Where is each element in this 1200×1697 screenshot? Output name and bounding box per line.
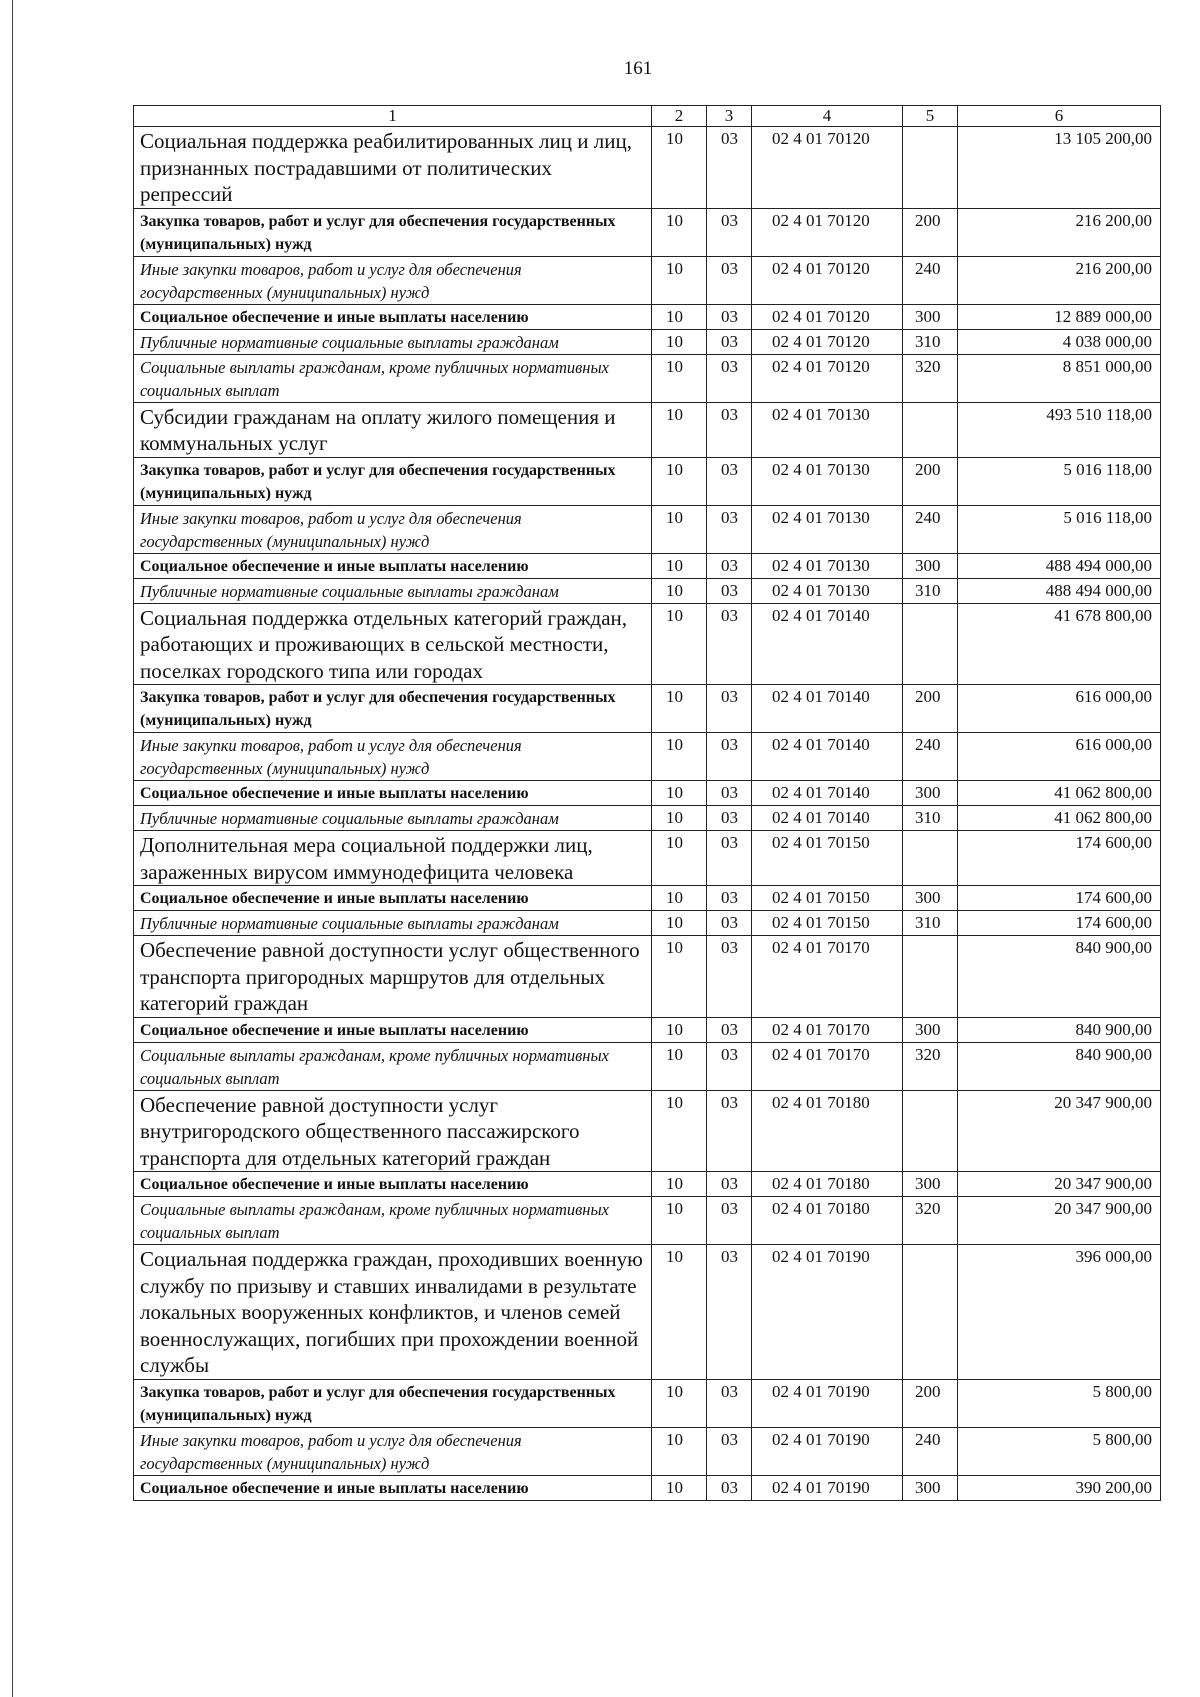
amount-cell: 20 347 900,00 [958,1197,1161,1245]
table-row [134,256,1161,304]
subsection-code-cell: 03 [707,1017,752,1042]
expense-type-cell: 300 [903,1017,958,1042]
amount-cell: 20 347 900,00 [958,1090,1161,1172]
amount-cell: 174 600,00 [958,911,1161,936]
subsection-code-cell: 03 [707,1427,752,1475]
target-article-cell: 02 4 01 70120 [752,304,903,329]
expense-type-cell [903,127,958,209]
amount-cell: 390 200,00 [958,1475,1161,1500]
row-name-cell: Социальные выплаты гражданам, кроме публичных нормативных социальных выплат [134,1042,652,1090]
target-article-cell: 02 4 01 70140 [752,806,903,831]
amount-cell: 840 900,00 [958,1017,1161,1042]
section-code-cell: 10 [652,1197,707,1245]
expense-type-cell [903,1090,958,1172]
table-row [134,1090,1161,1172]
amount-cell: 493 510 118,00 [958,402,1161,457]
expense-type-cell: 300 [903,1172,958,1197]
row-name-cell: Социальное обеспечение и иные выплаты населению [134,553,652,578]
section-code-cell: 10 [652,911,707,936]
target-article-cell: 02 4 01 70150 [752,886,903,911]
target-article-cell: 02 4 01 70170 [752,936,903,1018]
section-code-cell: 10 [652,127,707,209]
amount-cell: 20 347 900,00 [958,1172,1161,1197]
expense-type-cell [903,831,958,886]
table-row [134,457,1161,505]
amount-cell: 396 000,00 [958,1245,1161,1380]
expense-type-cell: 310 [903,578,958,603]
section-code-cell: 10 [652,553,707,578]
amount-cell: 616 000,00 [958,733,1161,781]
row-name-cell: Социальная поддержка отдельных категорий граждан, работающих и проживающих в сельской местности, поселках городского типа или городах [134,603,652,685]
amount-cell: 840 900,00 [958,936,1161,1018]
table-row [134,1042,1161,1090]
subsection-code-cell: 03 [707,936,752,1018]
target-article-cell: 02 4 01 70130 [752,578,903,603]
expense-type-cell: 240 [903,733,958,781]
expense-type-cell: 300 [903,304,958,329]
section-code-cell: 10 [652,457,707,505]
subsection-code-cell: 03 [707,578,752,603]
section-code-cell: 10 [652,329,707,354]
table-row [134,603,1161,685]
row-name-cell: Иные закупки товаров, работ и услуг для обеспечения государственных (муниципальных) нужд [134,733,652,781]
row-name-cell: Дополнительная мера социальной поддержки лиц, зараженных вирусом иммунодефицита человека [134,831,652,886]
row-name-cell: Публичные нормативные социальные выплаты гражданам [134,806,652,831]
expense-type-cell: 310 [903,806,958,831]
row-name-cell: Социальное обеспечение и иные выплаты населению [134,886,652,911]
target-article-cell: 02 4 01 70180 [752,1197,903,1245]
target-article-cell: 02 4 01 70140 [752,603,903,685]
section-code-cell: 10 [652,1245,707,1380]
subsection-code-cell: 03 [707,457,752,505]
table-row [134,1427,1161,1475]
expense-type-cell: 300 [903,553,958,578]
amount-cell: 5 800,00 [958,1427,1161,1475]
section-code-cell: 10 [652,1042,707,1090]
amount-cell: 13 105 200,00 [958,127,1161,209]
row-name-cell: Иные закупки товаров, работ и услуг для обеспечения государственных (муниципальных) нужд [134,256,652,304]
section-code-cell: 10 [652,1379,707,1427]
section-code-cell: 10 [652,781,707,806]
table-row [134,1245,1161,1380]
subsection-code-cell: 03 [707,806,752,831]
target-article-cell: 02 4 01 70130 [752,553,903,578]
section-code-cell: 10 [652,1017,707,1042]
expense-type-cell: 320 [903,354,958,402]
amount-cell: 488 494 000,00 [958,553,1161,578]
row-name-cell: Закупка товаров, работ и услуг для обеспечения государственных (муниципальных) нужд [134,685,652,733]
section-code-cell: 10 [652,886,707,911]
amount-cell: 41 678 800,00 [958,603,1161,685]
row-name-cell: Обеспечение равной доступности услуг внутригородского общественного пассажирского транспорта для отдельных категорий граждан [134,1090,652,1172]
amount-cell: 5 016 118,00 [958,505,1161,553]
table-row [134,127,1161,209]
row-name-cell: Закупка товаров, работ и услуг для обеспечения государственных (муниципальных) нужд [134,457,652,505]
table-row [134,831,1161,886]
section-code-cell: 10 [652,1475,707,1500]
subsection-code-cell: 03 [707,127,752,209]
row-name-cell: Социальное обеспечение и иные выплаты населению [134,304,652,329]
subsection-code-cell: 03 [707,256,752,304]
row-name-cell: Социальное обеспечение и иные выплаты населению [134,1172,652,1197]
section-code-cell: 10 [652,578,707,603]
table-row [134,505,1161,553]
table-row [134,911,1161,936]
row-name-cell: Социальная поддержка реабилитированных лиц и лиц, признанных пострадавшими от политических репрессий [134,127,652,209]
header-cell: 4 [752,106,903,127]
table-row [134,329,1161,354]
expense-type-cell: 200 [903,685,958,733]
expense-type-cell [903,1245,958,1380]
table-row [134,304,1161,329]
row-name-cell: Закупка товаров, работ и услуг для обеспечения государственных (муниципальных) нужд [134,1379,652,1427]
amount-cell: 12 889 000,00 [958,304,1161,329]
target-article-cell: 02 4 01 70140 [752,685,903,733]
target-article-cell: 02 4 01 70140 [752,781,903,806]
expense-type-cell: 300 [903,781,958,806]
amount-cell: 174 600,00 [958,831,1161,886]
expense-type-cell: 300 [903,886,958,911]
expense-type-cell [903,402,958,457]
subsection-code-cell: 03 [707,354,752,402]
table-row [134,1017,1161,1042]
row-name-cell: Обеспечение равной доступности услуг общественного транспорта пригородных маршрутов для отдельных категорий граждан [134,936,652,1018]
row-name-cell: Субсидии гражданам на оплату жилого помещения и коммунальных услуг [134,402,652,457]
row-name-cell: Иные закупки товаров, работ и услуг для обеспечения государственных (муниципальных) нужд [134,1427,652,1475]
subsection-code-cell: 03 [707,402,752,457]
target-article-cell: 02 4 01 70180 [752,1090,903,1172]
row-name-cell: Иные закупки товаров, работ и услуг для обеспечения государственных (муниципальных) нужд [134,505,652,553]
target-article-cell: 02 4 01 70130 [752,505,903,553]
section-code-cell: 10 [652,806,707,831]
target-article-cell: 02 4 01 70120 [752,127,903,209]
table-row [134,1172,1161,1197]
subsection-code-cell: 03 [707,505,752,553]
table-row [134,1379,1161,1427]
header-cell: 2 [652,106,707,127]
target-article-cell: 02 4 01 70150 [752,911,903,936]
subsection-code-cell: 03 [707,685,752,733]
section-code-cell: 10 [652,733,707,781]
subsection-code-cell: 03 [707,304,752,329]
subsection-code-cell: 03 [707,1379,752,1427]
subsection-code-cell: 03 [707,329,752,354]
row-name-cell: Социальная поддержка граждан, проходивших военную службу по призыву и ставших инвалидами в результате локальных вооруженных конфликтов, и членов семей военнослужащих, погибших при прохождении военной службы [134,1245,652,1380]
table-row [134,733,1161,781]
table-row [134,578,1161,603]
target-article-cell: 02 4 01 70120 [752,329,903,354]
table-row [134,354,1161,402]
subsection-code-cell: 03 [707,781,752,806]
table-row [134,553,1161,578]
target-article-cell: 02 4 01 70190 [752,1245,903,1380]
header-cell: 1 [134,106,652,127]
subsection-code-cell: 03 [707,911,752,936]
row-name-cell: Социальное обеспечение и иные выплаты населению [134,781,652,806]
expense-type-cell: 310 [903,329,958,354]
target-article-cell: 02 4 01 70140 [752,733,903,781]
row-name-cell: Закупка товаров, работ и услуг для обеспечения государственных (муниципальных) нужд [134,208,652,256]
amount-cell: 41 062 800,00 [958,806,1161,831]
section-code-cell: 10 [652,831,707,886]
section-code-cell: 10 [652,208,707,256]
target-article-cell: 02 4 01 70170 [752,1017,903,1042]
section-code-cell: 10 [652,256,707,304]
section-code-cell: 10 [652,1427,707,1475]
subsection-code-cell: 03 [707,1197,752,1245]
table-row [134,1475,1161,1500]
section-code-cell: 10 [652,936,707,1018]
expense-type-cell: 240 [903,1427,958,1475]
amount-cell: 5 800,00 [958,1379,1161,1427]
table-body [134,127,1161,1501]
section-code-cell: 10 [652,505,707,553]
target-article-cell: 02 4 01 70190 [752,1379,903,1427]
target-article-cell: 02 4 01 70130 [752,457,903,505]
row-name-cell: Социальные выплаты гражданам, кроме публичных нормативных социальных выплат [134,354,652,402]
amount-cell: 488 494 000,00 [958,578,1161,603]
subsection-code-cell: 03 [707,831,752,886]
header-cell: 6 [958,106,1161,127]
table-header-row [134,106,1161,127]
section-code-cell: 10 [652,685,707,733]
amount-cell: 216 200,00 [958,208,1161,256]
budget-table [133,105,1161,1501]
expense-type-cell: 300 [903,1475,958,1500]
subsection-code-cell: 03 [707,733,752,781]
expense-type-cell: 320 [903,1042,958,1090]
header-cell: 5 [903,106,958,127]
amount-cell: 840 900,00 [958,1042,1161,1090]
target-article-cell: 02 4 01 70180 [752,1172,903,1197]
expense-type-cell: 200 [903,1379,958,1427]
subsection-code-cell: 03 [707,1245,752,1380]
row-name-cell: Социальные выплаты гражданам, кроме публичных нормативных социальных выплат [134,1197,652,1245]
subsection-code-cell: 03 [707,1090,752,1172]
expense-type-cell: 240 [903,505,958,553]
table-row [134,936,1161,1018]
row-name-cell: Публичные нормативные социальные выплаты гражданам [134,578,652,603]
section-code-cell: 10 [652,354,707,402]
section-code-cell: 10 [652,1172,707,1197]
table-row [134,402,1161,457]
section-code-cell: 10 [652,603,707,685]
subsection-code-cell: 03 [707,1475,752,1500]
row-name-cell: Социальное обеспечение и иные выплаты населению [134,1017,652,1042]
subsection-code-cell: 03 [707,1042,752,1090]
expense-type-cell: 200 [903,208,958,256]
target-article-cell: 02 4 01 70150 [752,831,903,886]
target-article-cell: 02 4 01 70170 [752,1042,903,1090]
section-code-cell: 10 [652,402,707,457]
subsection-code-cell: 03 [707,603,752,685]
table-row [134,886,1161,911]
expense-type-cell: 310 [903,911,958,936]
target-article-cell: 02 4 01 70120 [752,354,903,402]
table-row [134,806,1161,831]
amount-cell: 4 038 000,00 [958,329,1161,354]
table-row [134,1197,1161,1245]
section-code-cell: 10 [652,304,707,329]
target-article-cell: 02 4 01 70190 [752,1475,903,1500]
amount-cell: 174 600,00 [958,886,1161,911]
expense-type-cell: 240 [903,256,958,304]
amount-cell: 41 062 800,00 [958,781,1161,806]
amount-cell: 616 000,00 [958,685,1161,733]
expense-type-cell: 320 [903,1197,958,1245]
target-article-cell: 02 4 01 70120 [752,256,903,304]
subsection-code-cell: 03 [707,886,752,911]
row-name-cell: Публичные нормативные социальные выплаты гражданам [134,911,652,936]
target-article-cell: 02 4 01 70120 [752,208,903,256]
page-edge-line [12,0,13,1697]
table-row [134,781,1161,806]
amount-cell: 5 016 118,00 [958,457,1161,505]
amount-cell: 8 851 000,00 [958,354,1161,402]
page-number: 161 [623,58,653,79]
table-row [134,685,1161,733]
row-name-cell: Социальное обеспечение и иные выплаты населению [134,1475,652,1500]
target-article-cell: 02 4 01 70130 [752,402,903,457]
table-row [134,208,1161,256]
subsection-code-cell: 03 [707,1172,752,1197]
target-article-cell: 02 4 01 70190 [752,1427,903,1475]
section-code-cell: 10 [652,1090,707,1172]
subsection-code-cell: 03 [707,208,752,256]
subsection-code-cell: 03 [707,553,752,578]
expense-type-cell [903,936,958,1018]
row-name-cell: Публичные нормативные социальные выплаты гражданам [134,329,652,354]
expense-type-cell: 200 [903,457,958,505]
expense-type-cell [903,603,958,685]
header-cell: 3 [707,106,752,127]
amount-cell: 216 200,00 [958,256,1161,304]
